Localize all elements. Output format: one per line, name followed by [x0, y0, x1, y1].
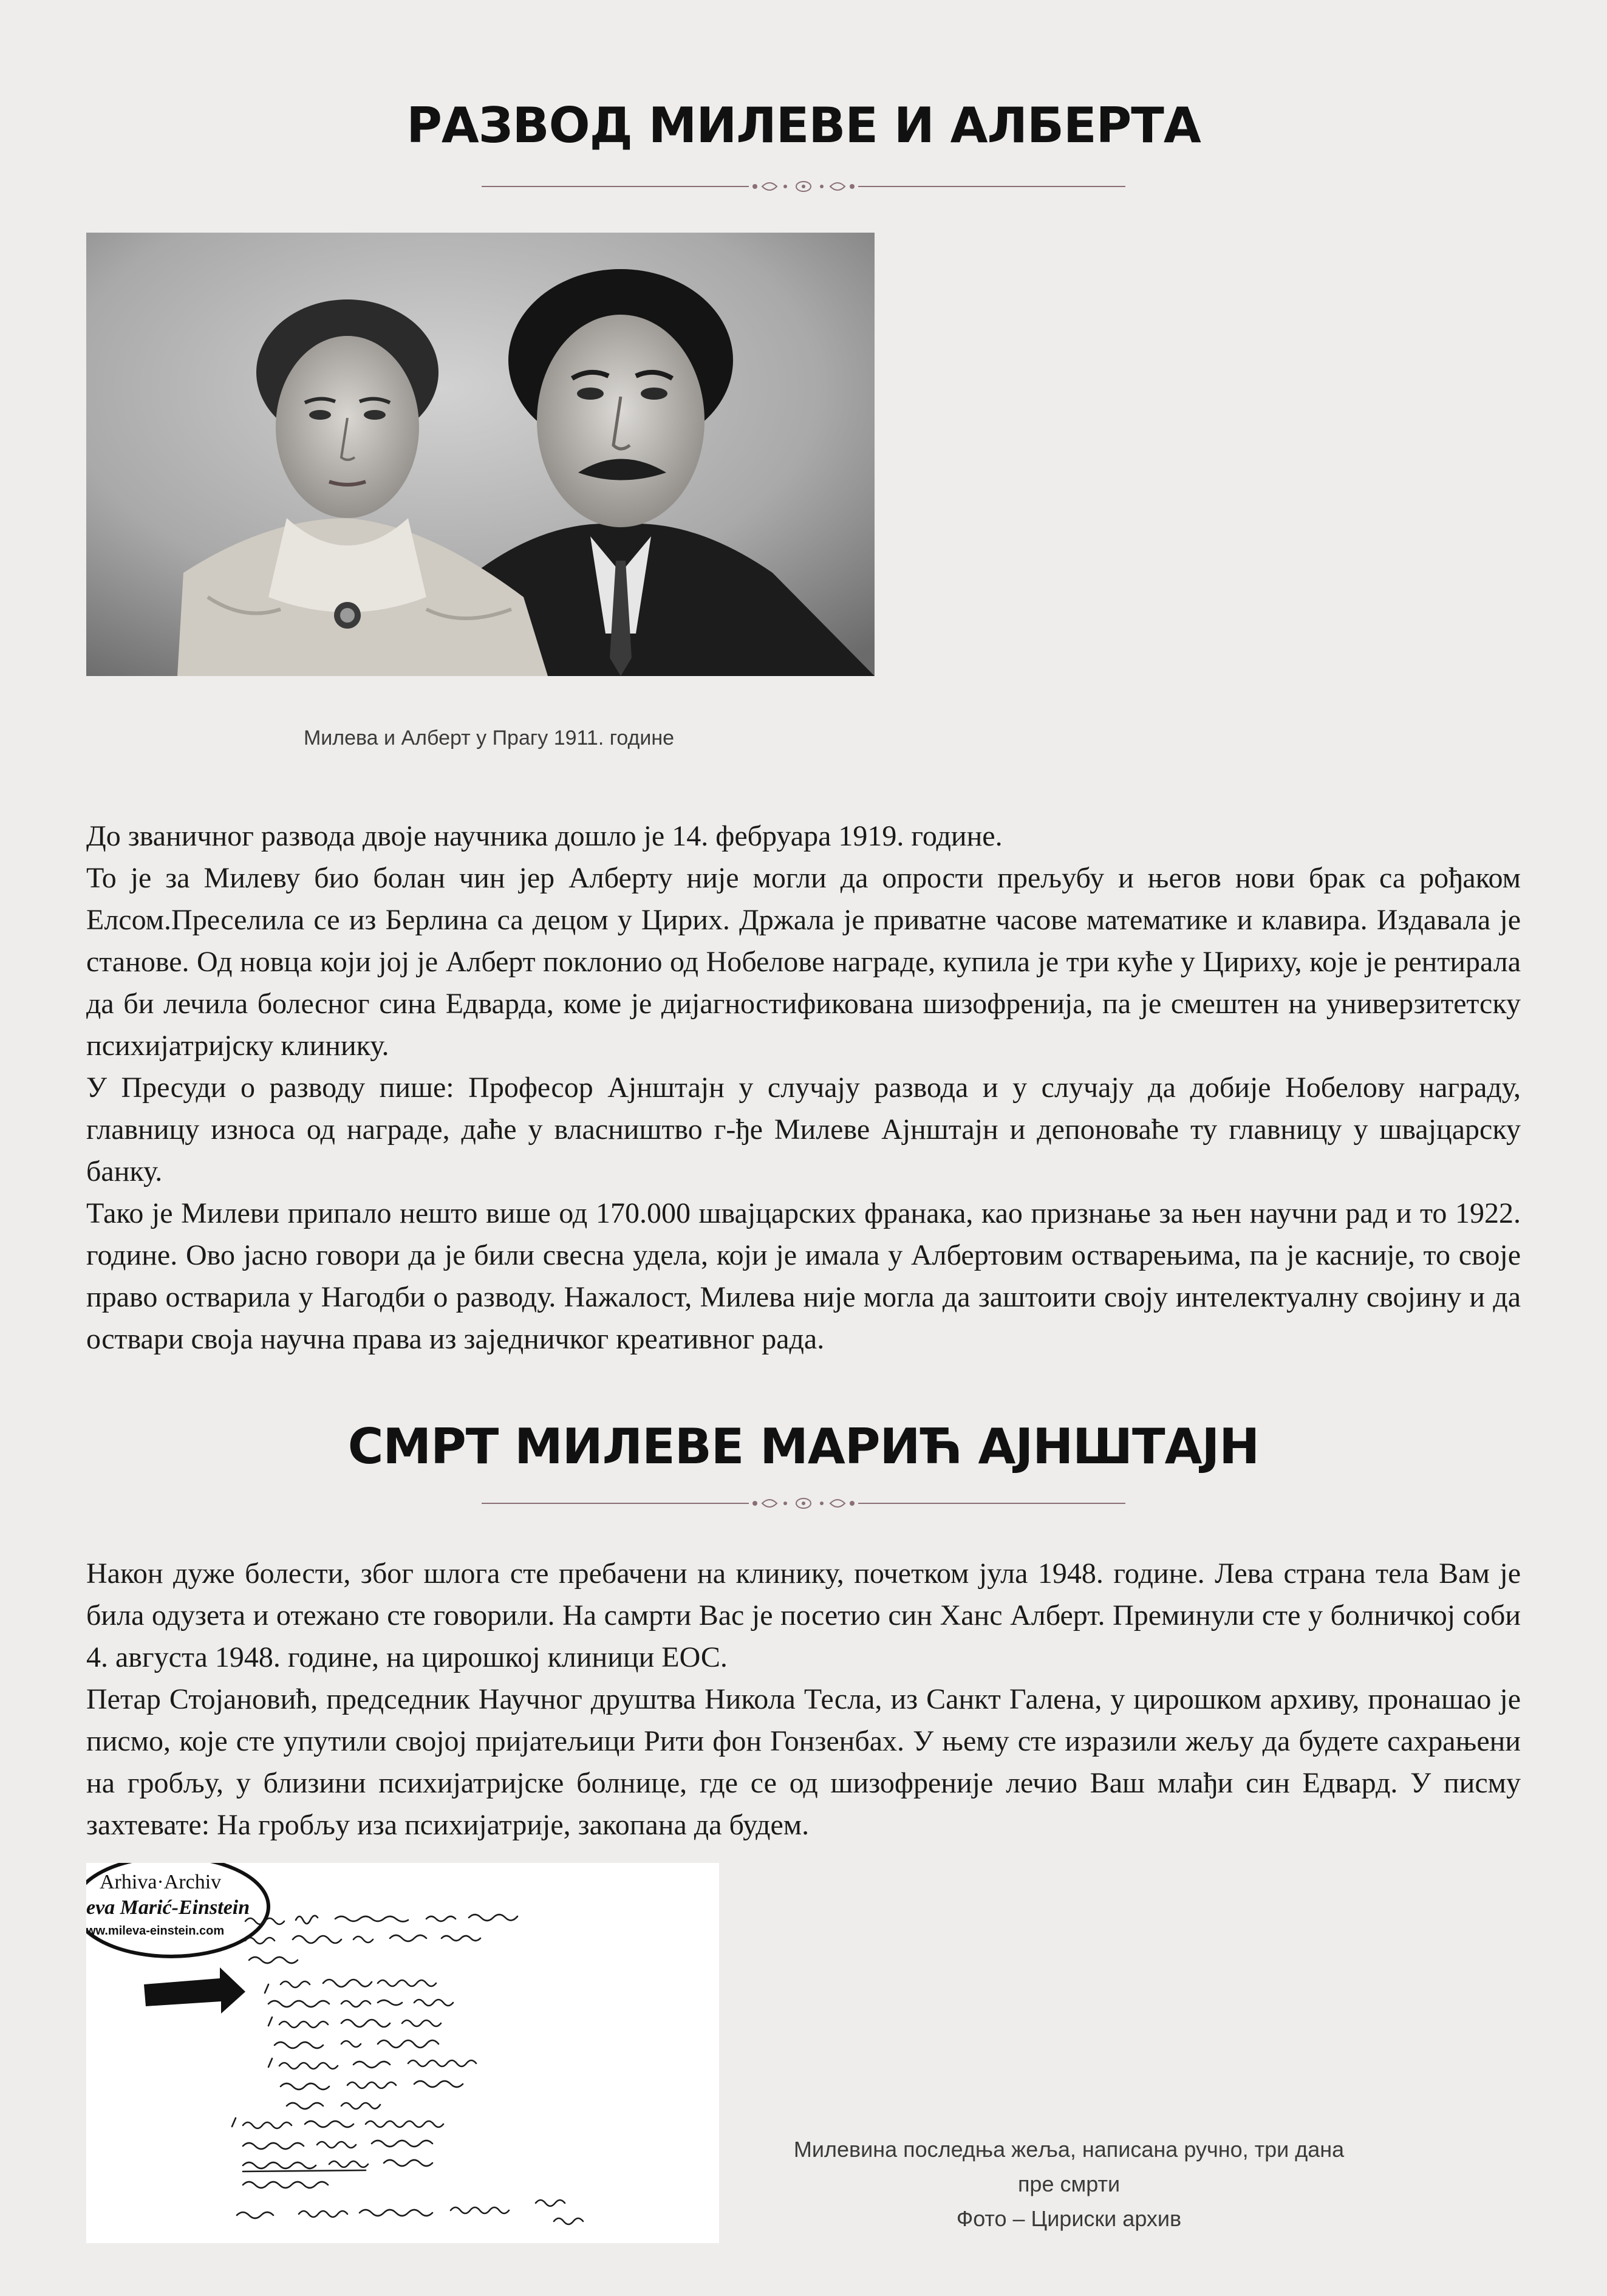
stamp-line-3: ww.mileva-einstein.com [86, 1924, 225, 1938]
handwritten-letter-image [86, 1863, 719, 2243]
letter-caption-line: пре смрти [1017, 2171, 1121, 2196]
title-ornament-divider [482, 1494, 1125, 1512]
paragraph: У Пресуди о разводу пише: Професор Ајнштајн у случају развода и у случају да добије Нобелову награду, главницу износа од награде, даће у власништво г-ђе Милеве Ајнштајн и депоноваће ту главницу у швајцарску банку. [86, 1071, 1521, 1187]
paragraph: Тако је Милеви припало нешто више од 170.000 швајцарских франака, као признање за њен научни рад и то 1922. године. Ово јасно говори да је били свесна удела, који је имала у Албертовим остварењима, па је касније, то своје право остварила у Нагодби о разводу. Нажалост, Милева није могла да заштоити своју интелектуалну својину и да оствари своја научна права из заједничког креативног рада. [86, 1197, 1521, 1355]
paragraph: Након дуже болести, због шлога сте пребачени на клинику, почетком јула 1948. године. Лева страна тела Вам је била одузета и отежано сте говорили. На самрти Вас је посетио син Ханс Алберт. Преминули сте у болничкој соби 4. августа 1948. године, на цирошкој клиници ЕОС. [86, 1557, 1521, 1673]
paragraph: То је за Милеву био болан чин јер Алберту није могли да опрости прељубу и његов нови брак са рођаком Елсом.Преселила се из Берлина са децом у Цирих. Држала је приватне часове математике и клавира. Издавала је станове. Од новца који јој је Алберт поклонио од Нобелове награде, купила је три куће у Цириху, које је рентирала да би лечила болесног сина Едварда, коме је дијагностификована шизофренија, па је смештен на универзитетску психијатријску клинику. [86, 862, 1521, 1062]
stamp-line-2: eva Marić-Einstein [86, 1896, 250, 1919]
divorce-text [86, 815, 1521, 1360]
section-title-divorce: РАЗВОД МИЛЕВЕ И АЛБЕРТА [406, 97, 1201, 154]
letter-caption [753, 2132, 1385, 2236]
arrow-icon [144, 1967, 245, 2014]
stamp-line-1: Arhiva·Archiv [100, 1871, 222, 1893]
title-ornament-divider [482, 177, 1125, 196]
portrait-caption: Милева и Алберт у Прагу 1911. године [303, 726, 675, 750]
portrait-photo [86, 233, 875, 676]
letter-caption-line: Фото – Цириски архив [956, 2206, 1182, 2231]
paragraph: До званичног развода двоје научника дошло је 14. фебруара 1919. године. [86, 820, 1003, 852]
letter-caption-line: Милевина последња жеља, написана ручно, три дана [793, 2137, 1345, 2162]
paragraph: Петар Стојановић, председник Научног друштва Никола Тесла, из Санкт Галена, у цирошком архиву, пронашао је писмо, које сте упутили својој пријатељици Рити фон Гонзенбах. У њему сте изразили жељу да будете сахрањени на гробљу, у близини психијатријске болнице, где се од шизофреније лечио Ваш млађи син Едвард. У писму захтевате: На гробљу иза психијатрије, закопана да будем. [86, 1683, 1521, 1841]
section-title-death: СМРТ МИЛЕВЕ МАРИЋ АЈНШТАЈН [347, 1418, 1260, 1475]
death-text [86, 1553, 1521, 1846]
